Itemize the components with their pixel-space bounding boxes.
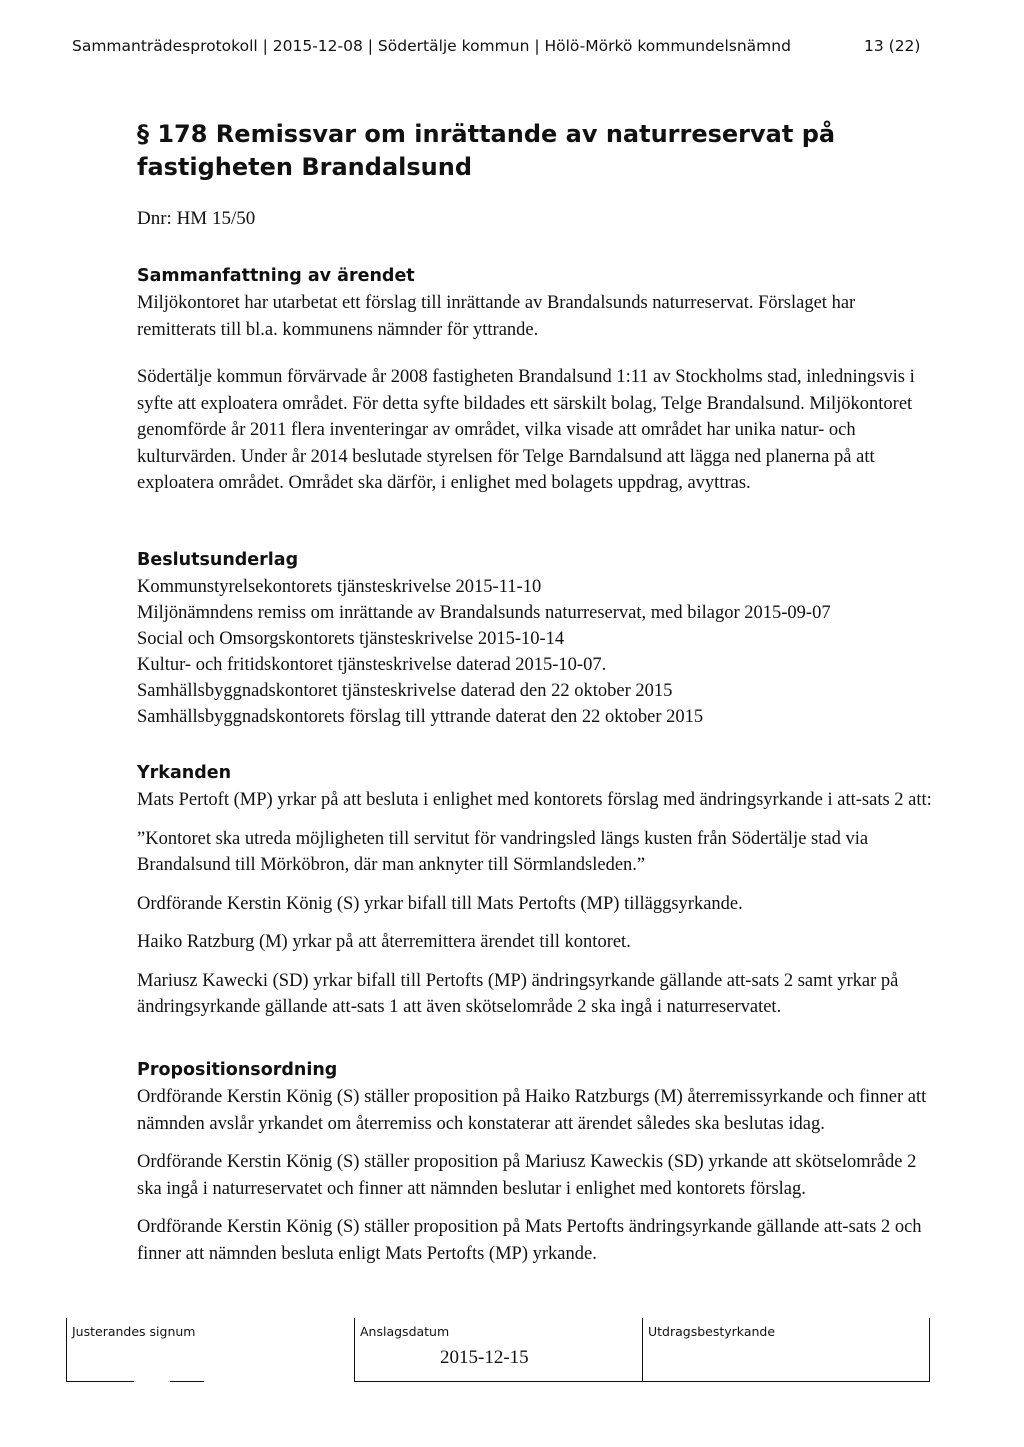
paragraph: Mariusz Kawecki (SD) yrkar bifall till Pertofts (MP) ändringsyrkande gällande att-sats 2 samt yrkar på ändringsyrkande gällande att-sats 1 att även skötselområde 2 ska ingå i naturreservatet. [137, 970, 899, 1017]
paragraph: Miljökontoret har utarbetat ett förslag till inrättande av Brandalsunds naturreservat. Förslaget har remitterats till bl.a. kommunens nämnder för yttrande. [137, 293, 856, 340]
signature-footer [66, 1318, 930, 1382]
document-list [137, 574, 937, 730]
signum-cell [66, 1318, 354, 1382]
section-yrkanden [137, 761, 937, 1021]
list-item: Kultur- och fritidskontoret tjänsteskrivelse daterad 2015-10-07. [137, 655, 607, 675]
paragraph: Södertälje kommun förvärvade år 2008 fastigheten Brandalsund 1:11 av Stockholms stad, inledningsvis i syfte att exploatera området. För detta syfte bildades ett särskilt bolag, Telge Brandalsund. Miljökontoret genomförde år 2011 flera inventeringar av området, vilka visade att området har unika natur- och kulturvärden. Under år 2014 beslutade styrelsen för Telge Barndalsund att lägga ned planerna på att exploatera området. Området ska därför, i enlighet med bolagets uppdrag, avyttras. [137, 367, 915, 493]
utdrag-label: Utdragsbestyrkande [648, 1324, 776, 1339]
page-title: § 178 Remissvar om inrättande av naturreservat på fastigheten Brandalsund [137, 120, 836, 181]
section-heading-propositionsordning: Propositionsordning [137, 1060, 338, 1080]
list-item: Miljönämndens remiss om inrättande av Brandalsunds naturreservat, med bilagor 2015-09-07 [137, 603, 831, 623]
anslag-label: Anslagsdatum [360, 1324, 450, 1339]
page-number: 13 (22) [864, 37, 921, 55]
utdrag-cell [642, 1318, 930, 1382]
paragraph: Haiko Ratzburg (M) yrkar på att återremittera ärendet till kontoret. [137, 932, 631, 952]
section-propositionsordning [137, 1058, 937, 1267]
paragraph: Ordförande Kerstin König (S) yrkar bifall till Mats Pertofts (MP) tilläggsyrkande. [137, 893, 743, 914]
list-item: Kommunstyrelsekontorets tjänsteskrivelse 2015-11-10 [137, 577, 542, 597]
section-heading-yrkanden: Yrkanden [137, 763, 232, 783]
paragraph: Mats Pertoft (MP) yrkar på att besluta i enlighet med kontorets förslag med ändringsyrkande i att-sats 2 att: [137, 790, 932, 810]
section-sammanfattning [137, 264, 937, 497]
paragraph: Ordförande Kerstin König (S) ställer proposition på Mats Pertofts ändringsyrkande gällande att-sats 2 och finner att nämnden besluta enligt Mats Pertofts (MP) yrkande. [137, 1217, 922, 1264]
anslag-date: 2015-12-15 [440, 1347, 529, 1368]
section-beslutsunderlag [137, 548, 937, 730]
quote-paragraph: ”Kontoret ska utreda möjligheten till servitut för vandringsled längs kusten från Södertälje stad via Brandalsund till Mörköbron, där man anknyter till Sörmlandsleden.” [137, 828, 869, 875]
section-heading-beslutsunderlag: Beslutsunderlag [137, 550, 299, 570]
header-text: Sammanträdesprotokoll | 2015-12-08 | Södertälje kommun | Hölö-Mörkö kommundelsnämnd [72, 37, 791, 55]
page-header [72, 37, 972, 55]
case-number: Dnr: HM 15/50 [137, 208, 256, 229]
list-item: Samhällsbyggnadskontorets förslag till yttrande daterat den 22 oktober 2015 [137, 707, 704, 727]
section-heading-sammanfattning: Sammanfattning av ärendet [137, 266, 415, 286]
paragraph: Ordförande Kerstin König (S) ställer proposition på Haiko Ratzburgs (M) återremissyrkande och finner att nämnden avslår yrkandet om återremiss och konstaterar att ärendet således ska beslutas idag. [137, 1087, 927, 1134]
list-item: Samhällsbyggnadskontoret tjänsteskrivelse daterad den 22 oktober 2015 [137, 681, 673, 701]
list-item: Social och Omsorgskontorets tjänsteskrivelse 2015-10-14 [137, 629, 565, 649]
signum-label: Justerandes signum [72, 1324, 196, 1339]
paragraph: Ordförande Kerstin König (S) ställer proposition på Mariusz Kaweckis (SD) yrkande att skötselområde 2 ska ingå i naturreservatet och finner att nämnden beslutar i enlighet med kontorets förslag. [137, 1152, 917, 1199]
